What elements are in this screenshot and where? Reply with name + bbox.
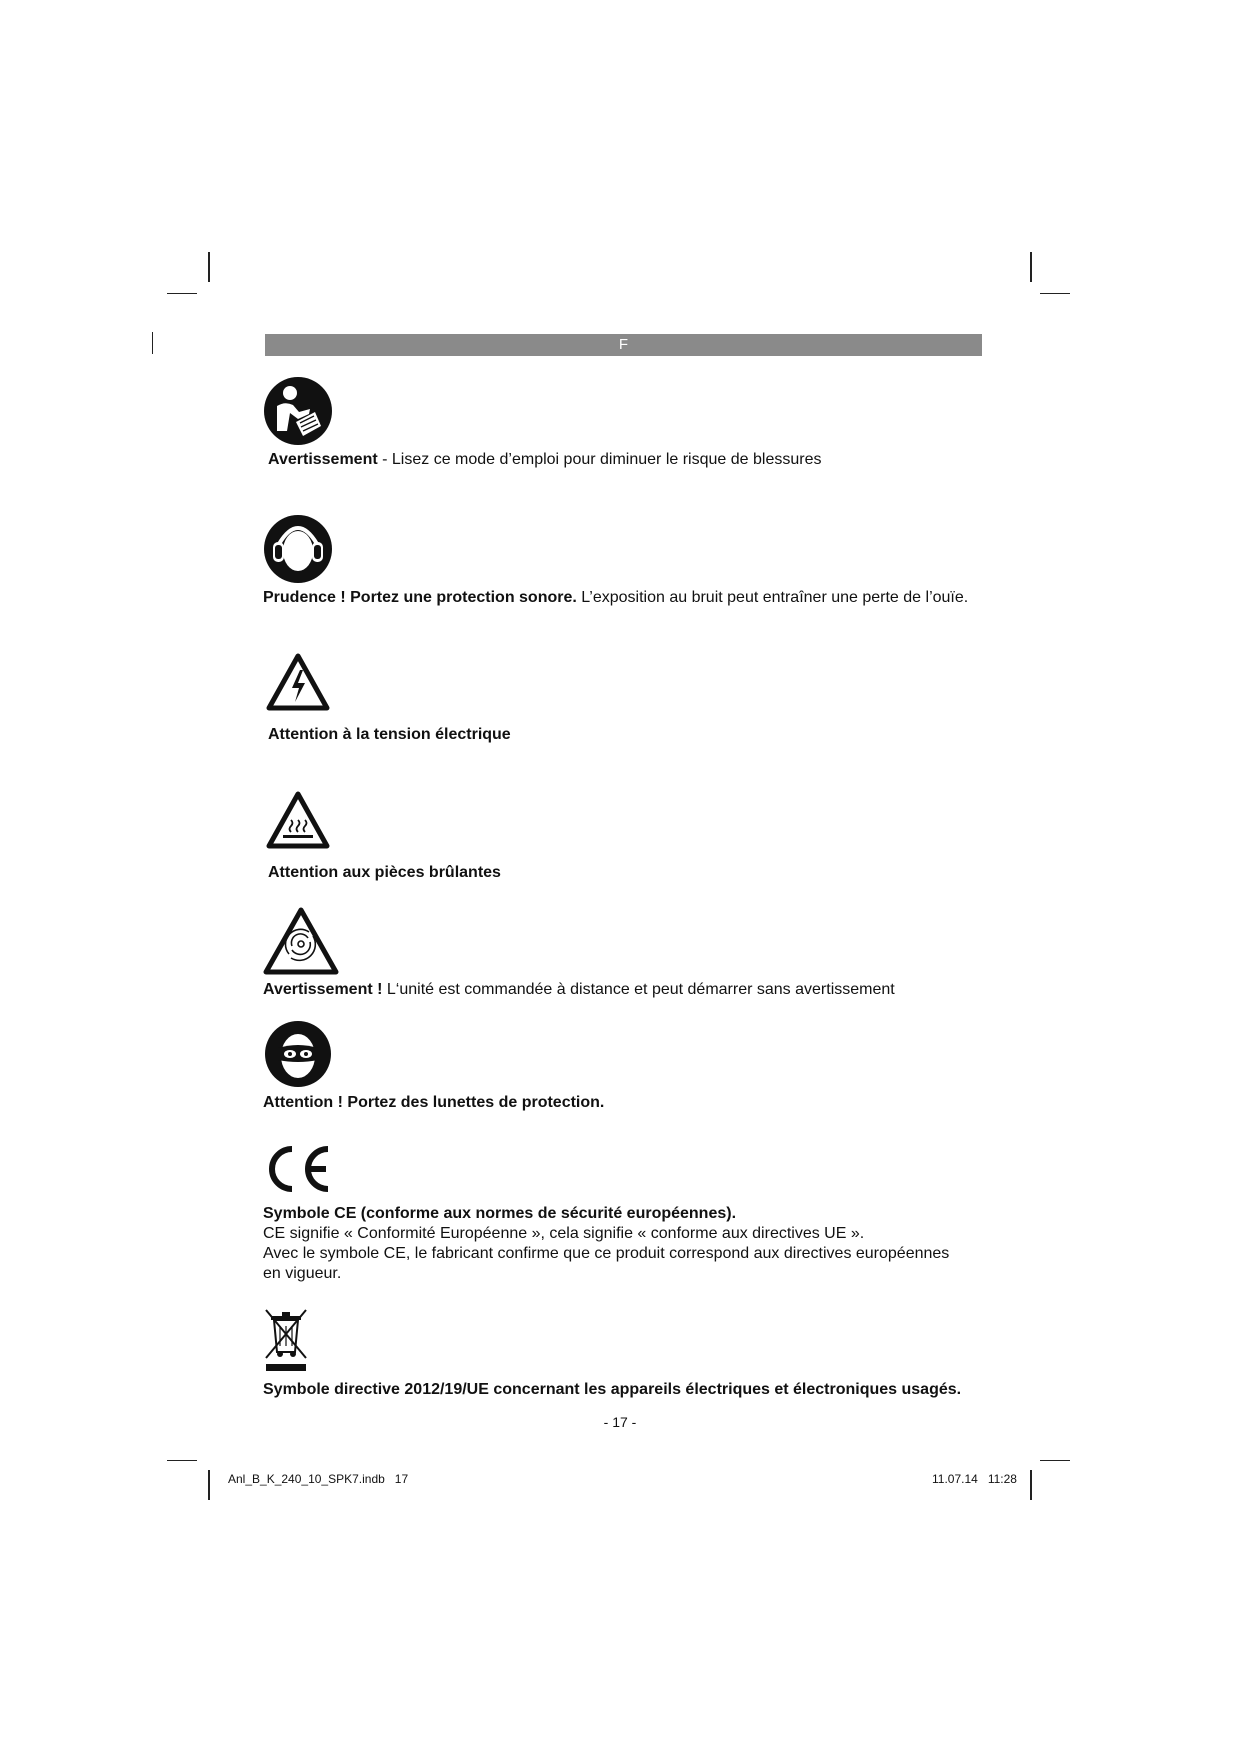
- symbol-caption: Symbole directive 2012/19/UE concernant les appareils électriques et électroniques usagés.: [263, 1381, 962, 1398]
- symbol-caption: Attention à la tension électrique: [268, 726, 511, 743]
- crop-mark: [167, 1460, 197, 1461]
- ce-description: [263, 1204, 963, 1284]
- section-header-bar: [265, 334, 982, 356]
- crop-mark: [152, 332, 153, 354]
- crop-mark: [208, 252, 210, 282]
- crop-mark: [1040, 1460, 1070, 1461]
- symbol-caption: Prudence ! Portez une protection sonore. L’exposition au bruit peut entraîner une perte de l’ouïe.: [263, 589, 969, 606]
- page-number: - 17 -: [603, 1414, 637, 1430]
- footer-date: 11.07.14 11:28: [932, 1472, 1017, 1486]
- crop-mark: [1030, 252, 1032, 282]
- crop-mark: [208, 1470, 210, 1500]
- read-manual-icon: [263, 376, 333, 446]
- section-label: F: [618, 336, 629, 353]
- symbol-caption: Avertissement - Lisez ce mode d’emploi pour diminuer le risque de blessures: [268, 451, 822, 468]
- ear-protection-icon: [263, 514, 333, 584]
- hot-surface-warning-icon: [265, 790, 331, 850]
- ce-title: Symbole CE (conforme aux normes de sécurité européennes).: [263, 1205, 737, 1222]
- footer-file: Anl_B_K_240_10_SPK7.indb 17: [228, 1472, 409, 1486]
- weee-crossed-bin-icon: [262, 1306, 310, 1374]
- ce-mark-icon: [262, 1143, 334, 1195]
- electric-shock-warning-icon: [265, 652, 331, 712]
- symbol-caption: Attention aux pièces brûlantes: [268, 864, 501, 881]
- remote-start-warning-icon: [262, 906, 340, 976]
- crop-mark: [1030, 1470, 1032, 1500]
- ce-line: CE signifie « Conformité Européenne », cela signifie « conforme aux directives UE ».: [263, 1225, 865, 1242]
- eye-protection-icon: [264, 1020, 332, 1088]
- crop-mark: [1040, 293, 1070, 294]
- crop-mark: [167, 293, 197, 294]
- symbol-caption: Avertissement ! L‘unité est commandée à distance et peut démarrer sans avertissement: [263, 981, 895, 998]
- ce-line: Avec le symbole CE, le fabricant confirme que ce produit correspond aux directives européennes en vigueur.: [263, 1245, 950, 1282]
- symbol-caption: Attention ! Portez des lunettes de protection.: [263, 1094, 605, 1111]
